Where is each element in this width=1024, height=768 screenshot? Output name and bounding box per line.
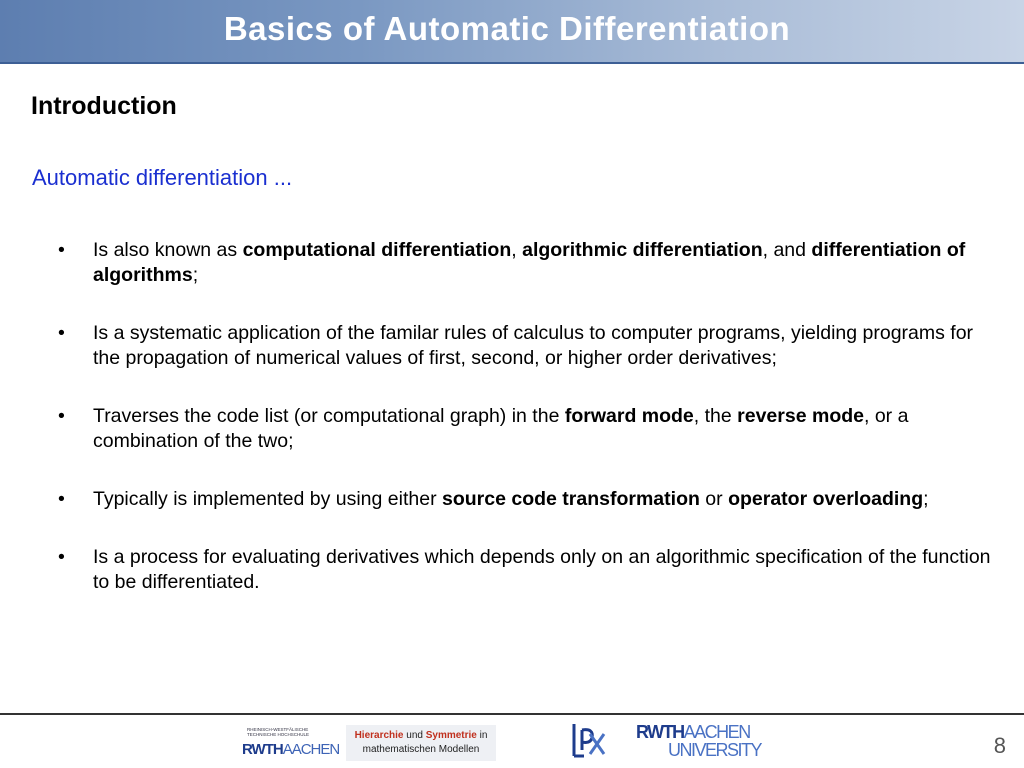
bullet-bold-term: operator overloading	[728, 488, 924, 510]
bullet-bold-term: source code transformation	[442, 488, 700, 510]
bullet-bold-term: forward mode	[564, 405, 694, 427]
bullet-text: , the	[693, 405, 738, 427]
bullet-text: Is also known as	[93, 239, 243, 261]
bullet-text: Is a process for evaluating derivatives which depends only on an algorithmic specification of the function to be differentiated.	[93, 546, 991, 593]
bullet-dot-icon: •	[58, 546, 65, 568]
bullet-item	[58, 404, 998, 454]
title-bar	[0, 0, 1024, 62]
bullet-item	[58, 321, 998, 371]
bullet-text: , and	[762, 239, 812, 261]
footer-divider	[0, 713, 1024, 715]
bullet-text: or	[699, 488, 729, 510]
bullet-text: , or a combination of the two;	[93, 405, 909, 452]
bullet-dot-icon: •	[58, 322, 65, 344]
rwth-big-logo-line2: UNIVERSITY	[668, 740, 762, 760]
bullet-text: ,	[511, 239, 523, 261]
bullet-item	[58, 487, 998, 512]
bullet-text: Typically is implemented by using either	[93, 488, 442, 510]
hs-logo-line2: mathematischen Modellen	[362, 744, 480, 755]
bullet-bold-term: differentiation of algorithms	[93, 239, 966, 286]
section-subtitle: Automatic differentiation ...	[32, 165, 293, 190]
bullet-bold-term: computational differentiation	[242, 239, 512, 261]
rwth-small-logo-mark: RWTHAACHEN	[242, 741, 340, 758]
rwth-aachen-university-logo	[636, 723, 764, 763]
bullet-text: ;	[923, 488, 929, 510]
bullet-dot-icon: •	[58, 405, 65, 427]
bullet-dot-icon: •	[58, 488, 65, 510]
rwth-small-logo-caption: RHEINISCH-WESTFÄLISCHE TECHNISCHE HOCHSCHULE	[247, 727, 310, 737]
lpx-logo	[570, 720, 608, 760]
hs-logo-line1: Hierarchie und Symmetrie in	[354, 730, 488, 741]
bullet-bold-term: algorithmic differentiation	[522, 239, 763, 261]
bullet-text: ;	[192, 264, 199, 286]
bullet-bold-term: reverse mode	[737, 405, 864, 427]
bullet-text: Is a systematic application of the familar rules of calculus to computer programs, yielding programs for the propagation of numerical values of first, second, or higher order derivatives;	[93, 322, 974, 369]
bullet-text: Traverses the code list (or computational graph) in the	[93, 405, 565, 427]
bullet-item	[58, 545, 998, 595]
bullet-dot-icon: •	[58, 239, 65, 261]
bullet-list	[58, 238, 998, 628]
bullet-item	[58, 238, 998, 288]
section-title: Introduction	[31, 92, 177, 120]
slide-title: Basics of Automatic Differentiation	[223, 10, 791, 47]
title-divider	[0, 62, 1024, 64]
page-number: 8	[993, 733, 1006, 758]
rwth-big-logo-line1: RWTHAACHEN	[636, 722, 750, 742]
rwth-aachen-small-logo	[242, 727, 340, 761]
hierarchie-symmetrie-logo	[346, 725, 496, 761]
